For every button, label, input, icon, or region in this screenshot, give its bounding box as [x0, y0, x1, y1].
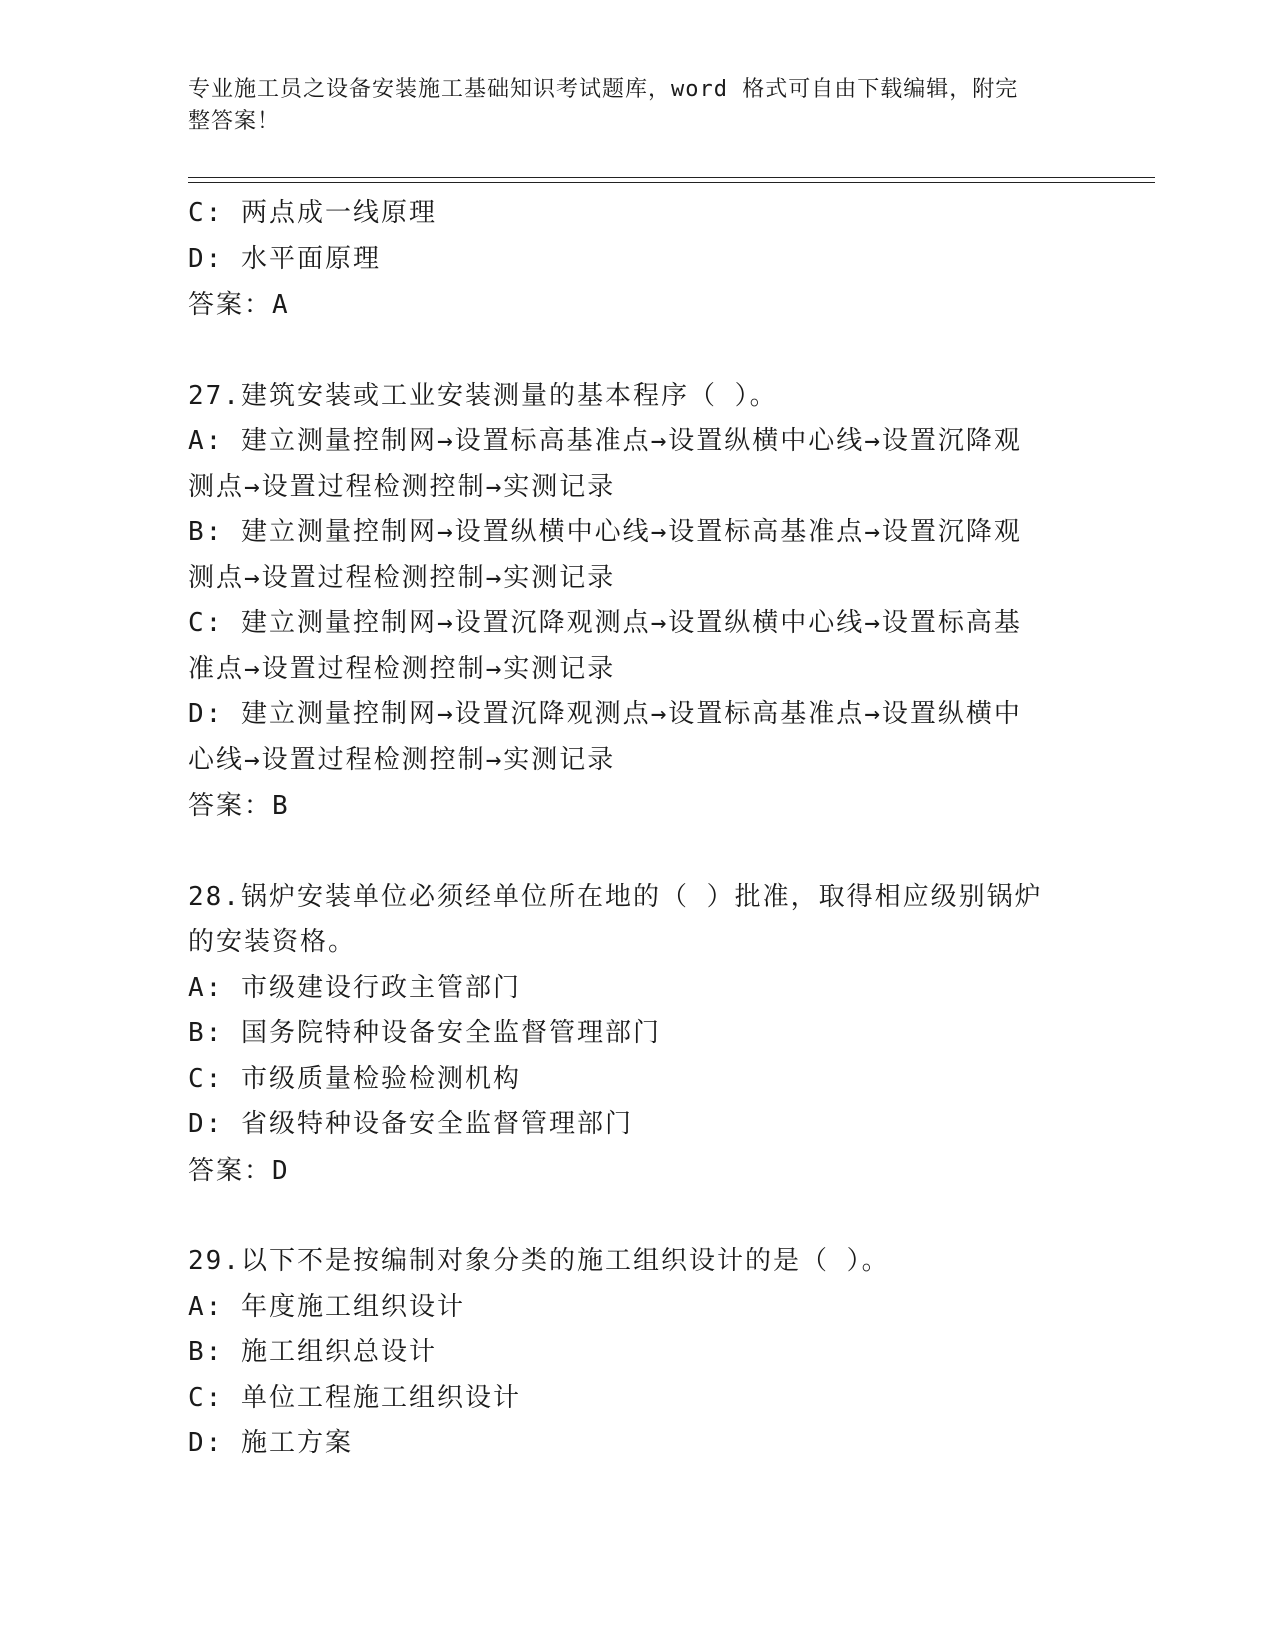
question-stem: 27.建筑安装或工业安装测量的基本程序（ ）。 — [188, 380, 778, 411]
answer-line: 答案：D — [188, 1155, 290, 1186]
option-c: C: 单位工程施工组织设计 — [188, 1382, 521, 1413]
prev-question — [188, 191, 1088, 328]
option-a: A: 市级建设行政主管部门 — [188, 972, 521, 1003]
option-c: C: 两点成一线原理 — [188, 198, 437, 228]
option-d-line-1: D: 建立测量控制网→设置沉降观测点→设置标高基准点→设置纵横中 — [188, 699, 1022, 729]
question-stem: 29.以下不是按编制对象分类的施工组织设计的是（ ）。 — [188, 1246, 890, 1276]
answer-line: 答案：B — [188, 791, 290, 821]
option-d: D: 水平面原理 — [188, 243, 381, 274]
option-b: B: 施工组织总设计 — [188, 1337, 437, 1367]
answer-line: 答案：A — [188, 290, 290, 320]
header-divider-bottom — [188, 182, 1155, 183]
option-a-line-1: A: 建立测量控制网→设置标高基准点→设置纵横中心线→设置沉降观 — [188, 426, 1022, 456]
option-a: A: 年度施工组织设计 — [188, 1291, 465, 1322]
document-header — [188, 74, 1068, 138]
question-29 — [188, 1239, 1088, 1467]
option-b-line-2: 测点→设置过程检测控制→实测记录 — [188, 562, 616, 593]
option-b: B: 国务院特种设备安全监督管理部门 — [188, 1018, 661, 1048]
document-body — [188, 191, 1088, 1467]
option-d: D: 省级特种设备安全监督管理部门 — [188, 1109, 633, 1139]
option-c-line-2: 准点→设置过程检测控制→实测记录 — [188, 653, 616, 684]
option-c-line-1: C: 建立测量控制网→设置沉降观测点→设置纵横中心线→设置标高基 — [188, 608, 1022, 638]
question-stem-line-1: 28.锅炉安装单位必须经单位所在地的（ ）批准，取得相应级别锅炉 — [188, 881, 1043, 912]
question-28 — [188, 875, 1088, 1194]
header-title-line-2: 整答案！ — [188, 109, 281, 134]
header-divider-top — [188, 177, 1155, 178]
header-title-line-1: 专业施工员之设备安装施工基础知识考试题库，word 格式可自由下载编辑，附完 — [188, 77, 1019, 102]
spacer — [188, 829, 1088, 875]
option-d: D: 施工方案 — [188, 1428, 353, 1458]
option-c: C: 市级质量检验检测机构 — [188, 1063, 521, 1094]
question-stem-line-2: 的安装资格。 — [188, 927, 357, 957]
option-d-line-2: 心线→设置过程检测控制→实测记录 — [188, 744, 616, 775]
spacer — [188, 1194, 1088, 1240]
spacer — [188, 328, 1088, 374]
option-b-line-1: B: 建立测量控制网→设置纵横中心线→设置标高基准点→设置沉降观 — [188, 517, 1022, 547]
option-a-line-2: 测点→设置过程检测控制→实测记录 — [188, 471, 616, 502]
question-27 — [188, 374, 1088, 830]
